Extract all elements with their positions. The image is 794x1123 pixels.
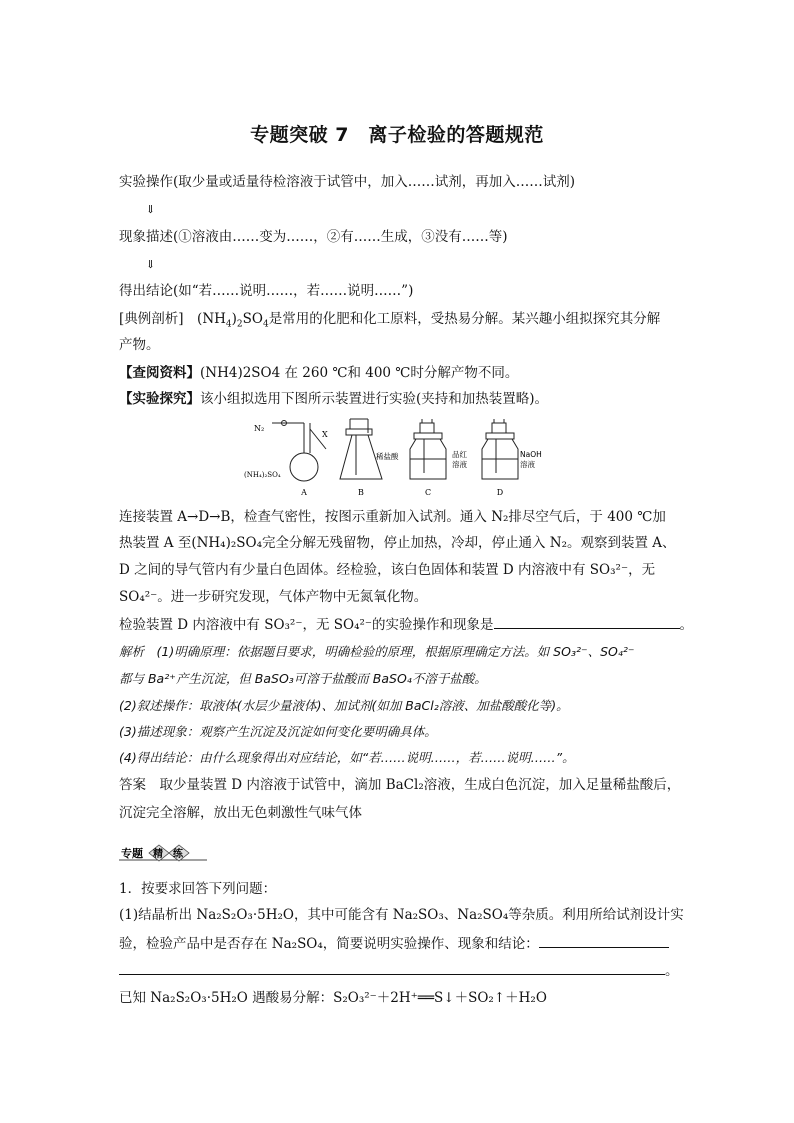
down-arrow-icon: ⇓ — [146, 258, 156, 271]
answer-line-2: 沉淀完全溶解，放出无色刺激性气味气体 — [119, 805, 362, 821]
x-label: X — [322, 430, 328, 439]
practice-question-1: 1．按要求回答下列问题： — [119, 881, 277, 897]
naoh-label: NaOH — [520, 450, 542, 459]
practice-question-1b: 验，检验产品中是否存在 Na₂SO₄，简要说明实验操作、现象和结论： — [119, 933, 669, 954]
badge-text-2: 精 — [153, 849, 163, 860]
n2-label: N₂ — [254, 424, 265, 433]
pinhong-label: 品红 — [452, 450, 467, 459]
practice-note: 已知 Na₂S₂O₃·5H₂O 遇酸易分解：S₂O₃²⁻＋2H⁺══S↓＋SO₂↑＋H₂O — [119, 990, 547, 1006]
answer-line-1: 答案 取少量装置 D 内溶液于试管中，滴加 BaCl₂溶液，生成白色沉淀，加入足量稀盐酸后， — [119, 777, 681, 793]
badge-text-1: 专题 — [121, 847, 143, 860]
analysis-line-2: 都与 Ba²⁺产生沉淀，但 BaSO₃可溶于盐酸而 BaSO₄不溶于盐酸。 — [119, 671, 487, 686]
answer-blank[interactable] — [539, 933, 669, 948]
answer-blank[interactable] — [119, 960, 665, 975]
practice-question-1a: (1)结晶析出 Na₂S₂O₃·5H₂O，其中可能含有 Na₂SO₃、Na₂SO₄等杂质。利用所给试剂设计实 — [119, 907, 684, 923]
answer-blank[interactable] — [494, 614, 680, 629]
page-title: 专题突破 7 离子检验的答题规范 — [250, 124, 544, 146]
example-intro: [典例剖析] $(NH_4)_2SO_4$是常用的化肥和化工原料，受热易分解。某兴趣小组拟探究其分解 — [119, 311, 661, 330]
practice-badge — [119, 841, 209, 865]
explore-line — [119, 389, 548, 409]
body-line-1: 连接装置 A→D→B，检查气密性，按图示重新加入试剂。通入 N₂排尽空气后，于 400 ℃加 — [119, 509, 666, 525]
example-intro-line2: 产物。 — [119, 337, 160, 353]
analysis-line-5: (4)得出结论：由什么现象得出对应结论，如“若……说明……，若……说明……”。 — [119, 750, 575, 765]
example-label: [典例剖析] — [119, 311, 184, 327]
info-label: 【查阅资料】 — [119, 365, 200, 381]
label-c: C — [424, 488, 432, 497]
practice-blank-line: 。 — [119, 960, 679, 981]
info-text: (NH4)2SO4 在 260 ℃和 400 ℃时分解产物不同。 — [200, 365, 519, 381]
body-line-4: SO₄²⁻。进一步研究发现，气体产物中无氮氧化物。 — [119, 589, 428, 605]
step-conclusion: 得出结论(如“若……说明……，若……说明……”) — [119, 283, 414, 299]
body-line-3: D 之间的导气管内有少量白色固体。经检验，该白色固体和装置 D 内溶液中有 SO₃²⁻，无 — [119, 562, 656, 578]
apparatus-diagram — [244, 415, 554, 500]
body-line-2: 热装置 A 至(NH₄)₂SO₄完全分解无残留物，停止加热，冷却，停止通入 N₂。观察到装置 A、 — [119, 535, 676, 551]
down-arrow-icon: ⇓ — [146, 203, 156, 216]
info-line — [119, 363, 518, 383]
acid-label: 稀盐酸 — [376, 452, 399, 461]
explore-text: 该小组拟选用下图所示装置进行实验(夹持和加热装置略)。 — [200, 391, 549, 407]
compound-label: (NH₄)₂SO₄ — [244, 471, 281, 479]
label-d: D — [496, 488, 504, 497]
badge-text-3: 练 — [173, 849, 183, 860]
step-operation: 实验操作(取少量或适量待检溶液于试管中，加入……试剂，再加入……试剂) — [119, 174, 576, 190]
step-phenomenon: 现象描述(①溶液由……变为……，②有……生成，③没有……等) — [119, 229, 508, 245]
label-b: B — [358, 488, 364, 497]
analysis-line-1: 解析 (1)明确原理：依据题目要求，明确检验的原理，根据原理确定方法。如 SO₃²⁻、SO₄²⁻ — [119, 644, 635, 659]
analysis-line-4: (3)描述现象：观察产生沉淀及沉淀如何变化要明确具体。 — [119, 724, 437, 739]
pinhong-label-2: 溶液 — [452, 460, 467, 469]
explore-label: 【实验探究】 — [119, 391, 200, 407]
naoh-label-2: 溶液 — [520, 460, 535, 469]
label-a: A — [301, 488, 307, 497]
question-line: 检验装置 D 内溶液中有 SO₃²⁻，无 SO₄²⁻的实验操作和现象是 。 — [119, 614, 693, 635]
analysis-line-3: (2)叙述操作：取液体(水层少量液体)、加试剂(如加 BaCl₂溶液、加盐酸酸化等)。 — [119, 698, 569, 713]
